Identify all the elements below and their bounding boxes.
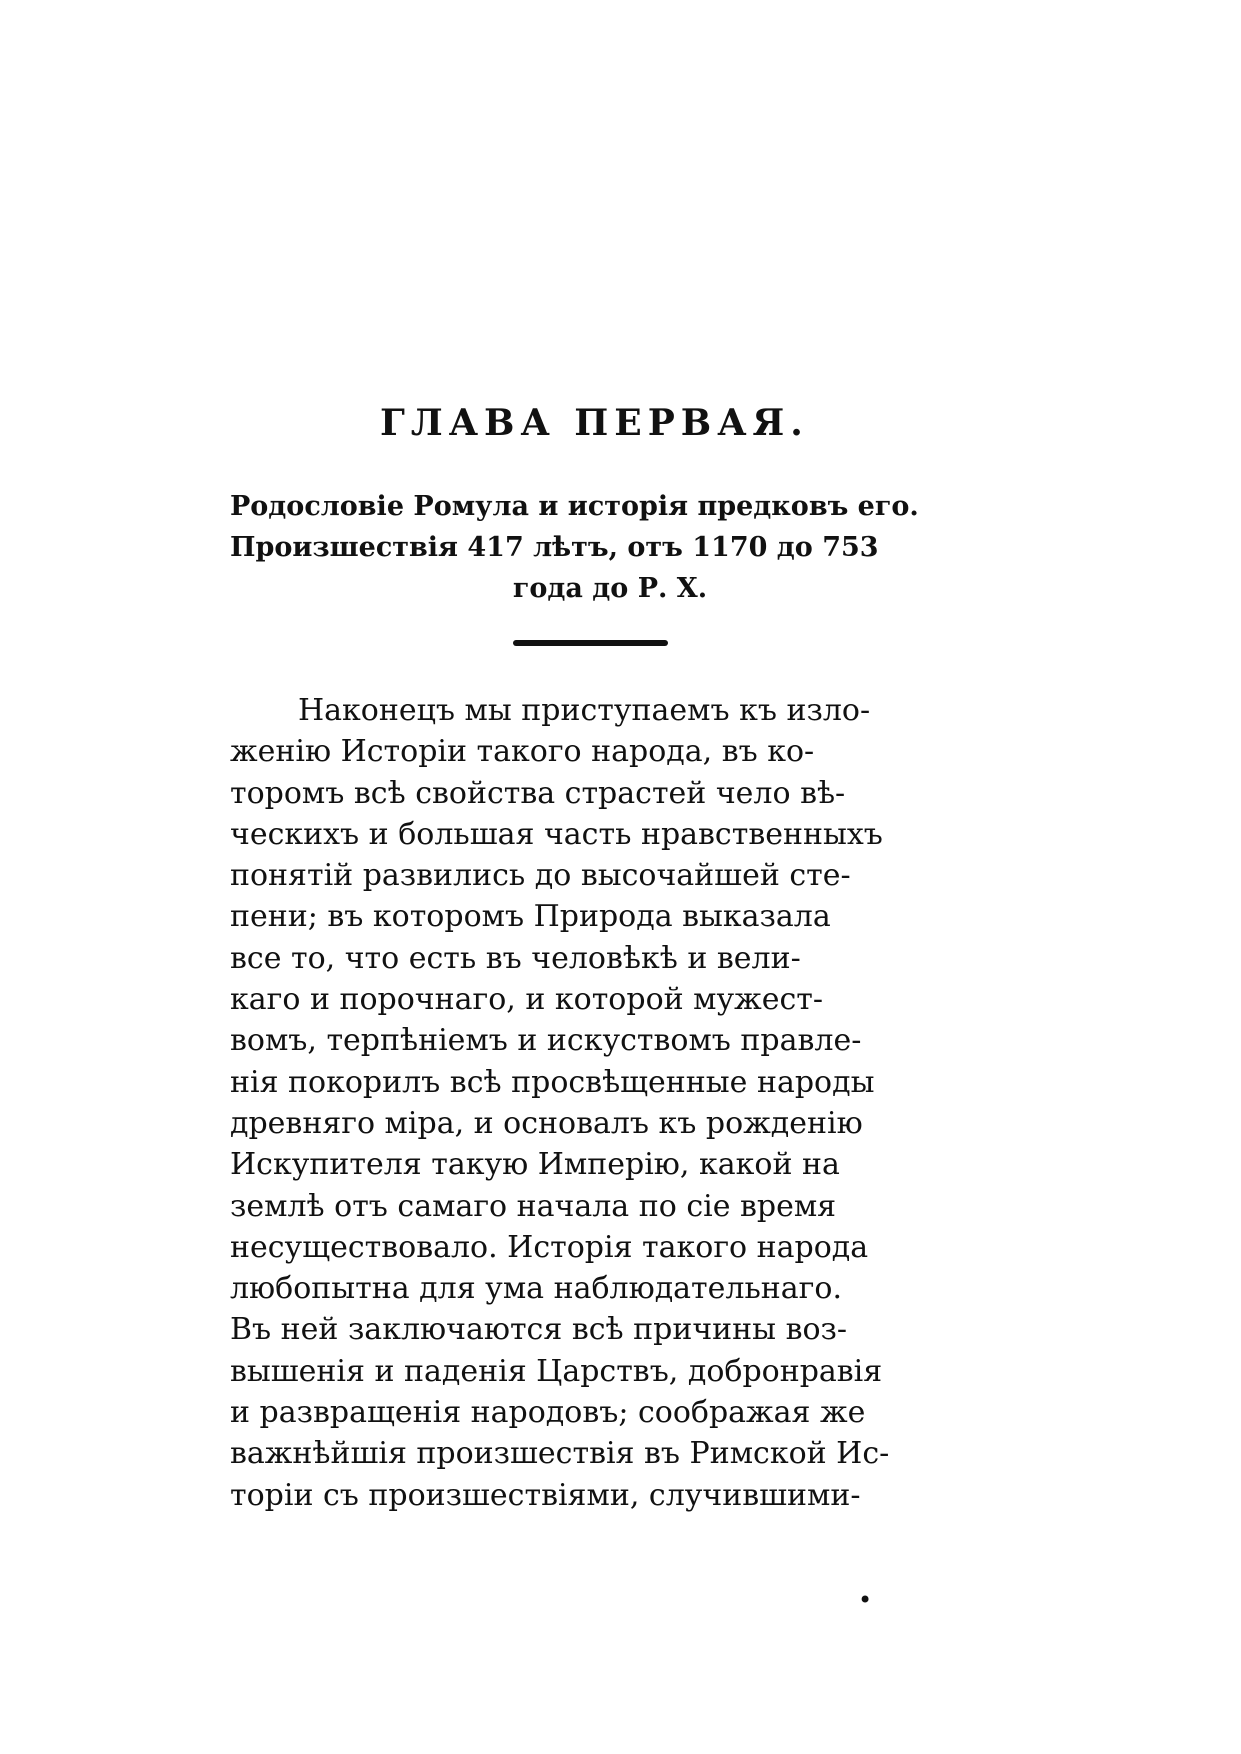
text-line: любопытна для ума наблюдательнаго.	[230, 1271, 842, 1307]
catchword-mark: •	[858, 1586, 873, 1614]
text-line: пени; въ которомъ Природа выказала	[230, 899, 831, 935]
text-line: торіи съ произшествіями, случившими-	[230, 1477, 861, 1513]
text-line: важнѣйшія произшествія въ Римской Ис-	[230, 1436, 890, 1472]
text-line: торомъ всѣ свойства страстей чело вѣ-	[230, 775, 846, 811]
text-line: вышенія и паденія Царствъ, добронравія	[230, 1353, 883, 1389]
chapter-title: ГЛАВА ПЕРВАЯ.	[380, 402, 809, 444]
summary-line: Родословіе Ромула и исторія предковъ его.	[230, 491, 919, 522]
text-line: ческихъ и большая часть нравственныхъ	[230, 816, 883, 852]
text-line: Въ ней заключаются всѣ причины воз-	[230, 1312, 848, 1348]
text-line: вомъ, терпѣніемъ и искуствомъ правле-	[230, 1023, 862, 1059]
body-text	[230, 690, 990, 1516]
text-line: женію Исторіи такого народа, въ ко-	[230, 734, 815, 770]
text-line: землѣ отъ самаго начала по сіе время	[230, 1188, 837, 1224]
section-divider	[513, 640, 668, 646]
text-line: каго и порочнаго, и которой мужест-	[230, 982, 824, 1018]
text-line: Наконецъ мы приступаемъ къ изло-	[298, 693, 871, 728]
text-line: и развращенія народовъ; соображая же	[230, 1395, 866, 1431]
text-line: все то, что есть въ человѣкѣ и вели-	[230, 940, 801, 976]
text-line: нія покорилъ всѣ просвѣщенные народы	[230, 1064, 875, 1100]
text-line: несуществовало. Исторія такого народа	[230, 1229, 869, 1265]
text-line: древняго міра, и основалъ къ рожденію	[230, 1105, 863, 1141]
chapter-summary	[230, 486, 990, 609]
summary-line: Произшествія 417 лѣтъ, отъ 1170 до 753	[230, 532, 879, 563]
summary-line: года до Р. Х.	[512, 573, 708, 604]
text-line: понятій развились до высочайшей сте-	[230, 858, 851, 894]
text-line: Искупителя такую Имперію, какой на	[230, 1147, 840, 1183]
